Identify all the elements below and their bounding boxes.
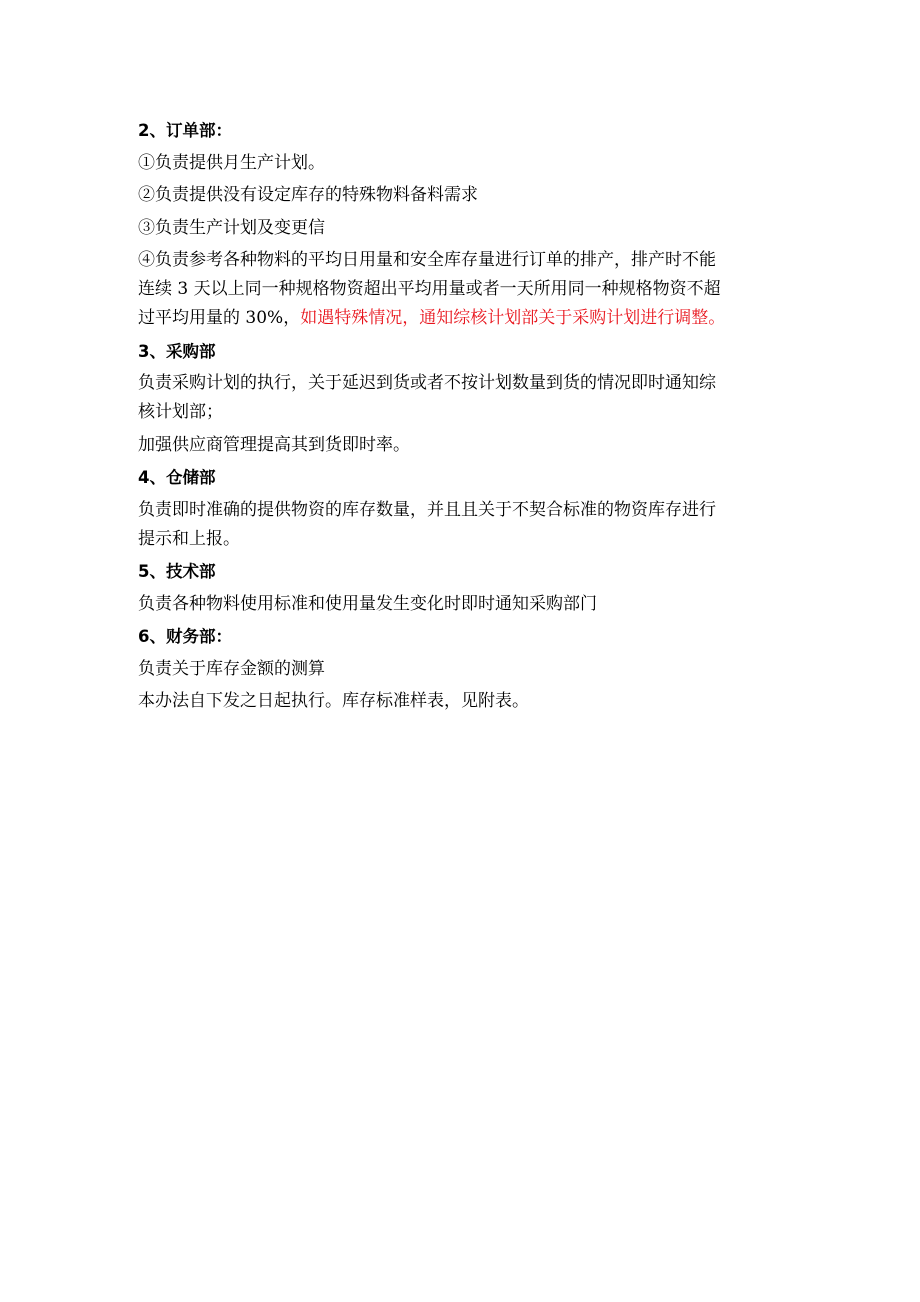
document-body bbox=[138, 116, 778, 716]
purchasing-para-1-line-2: 核计划部； bbox=[138, 402, 223, 422]
order-item-3: ③负责生产计划及变更信 bbox=[138, 217, 325, 238]
order-item-2: ②负责提供没有设定库存的特殊物料备料需求 bbox=[138, 185, 478, 205]
purchasing-para-2: 加强供应商管理提高其到货即时率。 bbox=[138, 434, 410, 455]
order-item-4-text: 过平均用量的 30%， bbox=[138, 308, 301, 328]
order-item-4-highlight: 如遇特殊情况，通知综核计划部关于采购计划进行调整。 bbox=[300, 308, 726, 328]
warehouse-para-line-1: 负责即时准确的提供物资的库存数量，并且且关于不契合标准的物资库存进行 bbox=[138, 499, 716, 520]
warehouse-para-line-2: 提示和上报。 bbox=[138, 528, 240, 549]
section-heading-order: 2、订单部： bbox=[138, 121, 232, 140]
order-item-4-line-2: 连续 3 天以上同一种规格物资超出平均用量或者一天所用同一种规格物资不超 bbox=[138, 279, 721, 299]
finance-para: 负责关于库存金额的测算 bbox=[138, 658, 325, 679]
section-heading-technical: 5、技术部 bbox=[138, 562, 216, 581]
purchasing-para-1-line-1: 负责采购计划的执行，关于延迟到货或者不按计划数量到货的情况即时通知综 bbox=[138, 373, 716, 393]
section-heading-finance: 6、财务部： bbox=[138, 627, 232, 646]
section-heading-warehouse: 4、仓储部 bbox=[138, 468, 216, 487]
closing-statement: 本办法自下发之日起执行。库存标准样表，见附表。 bbox=[138, 691, 529, 711]
section-heading-purchasing: 3、采购部 bbox=[138, 341, 216, 361]
order-item-4-line-3 bbox=[138, 304, 778, 333]
order-item-1: ①负责提供月生产计划。 bbox=[138, 152, 325, 173]
order-item-4-line-1: ④负责参考各种物料的平均日用量和安全库存量进行订单的排产，排产时不能 bbox=[138, 250, 716, 270]
technical-para: 负责各种物料使用标准和使用量发生变化时即时通知采购部门 bbox=[138, 593, 597, 614]
